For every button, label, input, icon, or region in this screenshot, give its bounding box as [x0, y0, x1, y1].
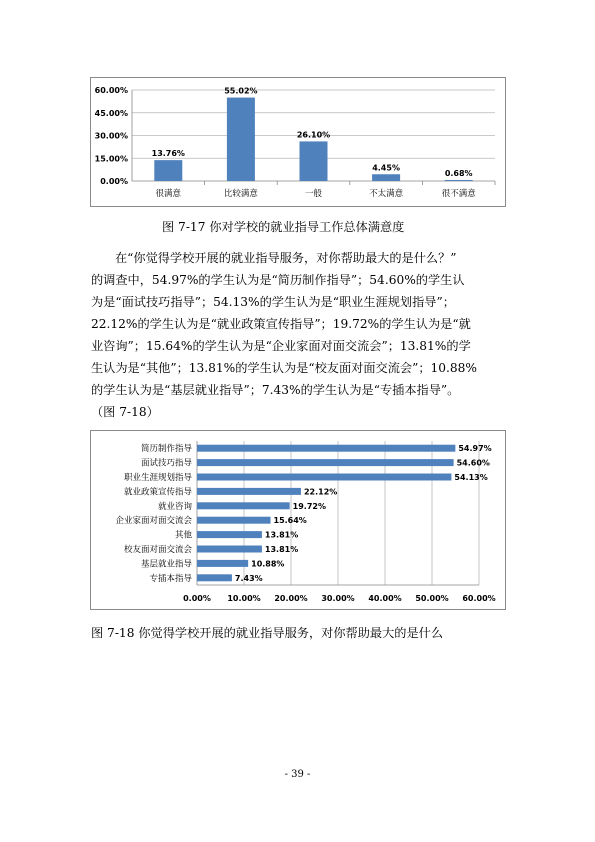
y-category-label: 其他 — [174, 530, 192, 541]
y-category-label: 面试技巧指导 — [140, 458, 192, 469]
y-category-label: 基层就业指导 — [140, 559, 192, 570]
bar — [197, 546, 262, 553]
data-label: 54.60% — [456, 458, 490, 468]
body-paragraph — [91, 247, 505, 423]
bar — [197, 517, 271, 524]
data-label: 7.43% — [234, 573, 263, 583]
data-label: 13.76% — [151, 149, 185, 159]
page-number: - 39 - — [284, 769, 311, 780]
bar — [197, 574, 232, 581]
most-helpful-chart-svg — [91, 431, 505, 609]
y-category-label: 企业家面对面交流会 — [115, 516, 192, 527]
x-tick-label: 10.00% — [227, 594, 261, 603]
bar — [197, 488, 301, 495]
data-label: 15.64% — [273, 516, 307, 526]
y-category-label: 专插本指导 — [149, 573, 192, 584]
data-label: 54.97% — [458, 444, 492, 454]
paragraph-line: 的学生认为是“基层就业指导”；7.43%的学生认为是“专插本指导”。 — [91, 383, 460, 397]
figure-7-17-caption: 图 7-17 你对学校的就业指导工作总体满意度 — [162, 220, 405, 234]
data-label: 22.12% — [303, 487, 338, 497]
x-tick-label: 50.00% — [415, 594, 449, 603]
x-category-label: 一般 — [304, 189, 323, 199]
data-label: 55.02% — [224, 86, 258, 96]
bar — [197, 560, 248, 567]
bar — [197, 474, 451, 481]
most-helpful-service-bar-chart — [90, 430, 506, 610]
bar — [154, 160, 182, 181]
paragraph-line: 业咨询”；15.64%的学生认为是“企业家面对面交流会”；13.81%的学 — [91, 339, 471, 353]
x-tick-label: 20.00% — [274, 594, 308, 603]
data-label: 26.10% — [296, 130, 331, 140]
y-category-label: 校友面对面交流会 — [123, 545, 192, 555]
y-tick-label: 15.00% — [94, 154, 128, 164]
paragraph-line: 的调查中，54.97%的学生认为是“简历制作指导”；54.60%的学生认 — [91, 273, 465, 287]
figure-7-18-caption: 图 7-18 你觉得学校开展的就业指导服务，对你帮助最大的是什么 — [91, 626, 444, 640]
y-category-label: 就业政策宣传指导 — [123, 487, 192, 498]
data-label: 0.68% — [444, 168, 473, 178]
satisfaction-chart-svg — [91, 78, 505, 206]
data-label: 54.13% — [454, 473, 488, 482]
y-category-label: 就业咨询 — [157, 501, 192, 512]
data-label: 10.88% — [251, 559, 285, 569]
bar — [197, 445, 455, 452]
x-tick-label: 30.00% — [321, 594, 355, 603]
paragraph-line: 在“你觉得学校开展的就业指导服务，对你帮助最大的是什么？” — [115, 251, 457, 265]
x-tick-label: 0.00% — [183, 594, 211, 603]
y-category-label: 职业生涯规划指导 — [123, 473, 192, 483]
x-tick-label: 40.00% — [368, 594, 402, 603]
y-category-label: 简历制作指导 — [140, 444, 192, 455]
paragraph-line: 为是“面试技巧指导”；54.13%的学生认为是“职业生涯规划指导”； — [91, 295, 455, 309]
bar — [197, 531, 262, 538]
data-label: 19.72% — [292, 501, 327, 511]
y-tick-label: 30.00% — [94, 131, 128, 141]
paragraph-line: 22.12%的学生认为是“就业政策宣传指导”；19.72%的学生认为是“就 — [91, 317, 471, 331]
x-category-label: 很不满意 — [441, 189, 476, 199]
bar — [197, 459, 454, 466]
x-category-label: 很满意 — [155, 189, 182, 199]
bar — [372, 174, 400, 181]
y-tick-label: 0.00% — [100, 177, 128, 186]
x-category-label: 不太满意 — [369, 189, 404, 199]
x-tick-label: 60.00% — [462, 594, 496, 603]
paragraph-line: 生认为是“其他”；13.81%的学生认为是“校友面对面交流会”；10.88% — [91, 361, 477, 375]
data-label: 13.81% — [264, 530, 299, 540]
y-tick-label: 60.00% — [94, 86, 128, 95]
bar — [300, 141, 328, 181]
satisfaction-bar-chart — [90, 77, 506, 207]
data-label: 13.81% — [264, 545, 299, 554]
bar — [445, 180, 473, 181]
bar — [227, 98, 255, 181]
data-label: 4.45% — [372, 163, 400, 173]
paragraph-line: （图 7-18） — [91, 405, 159, 419]
x-category-label: 比较满意 — [223, 189, 258, 199]
bar — [197, 502, 290, 509]
y-tick-label: 45.00% — [94, 108, 128, 118]
